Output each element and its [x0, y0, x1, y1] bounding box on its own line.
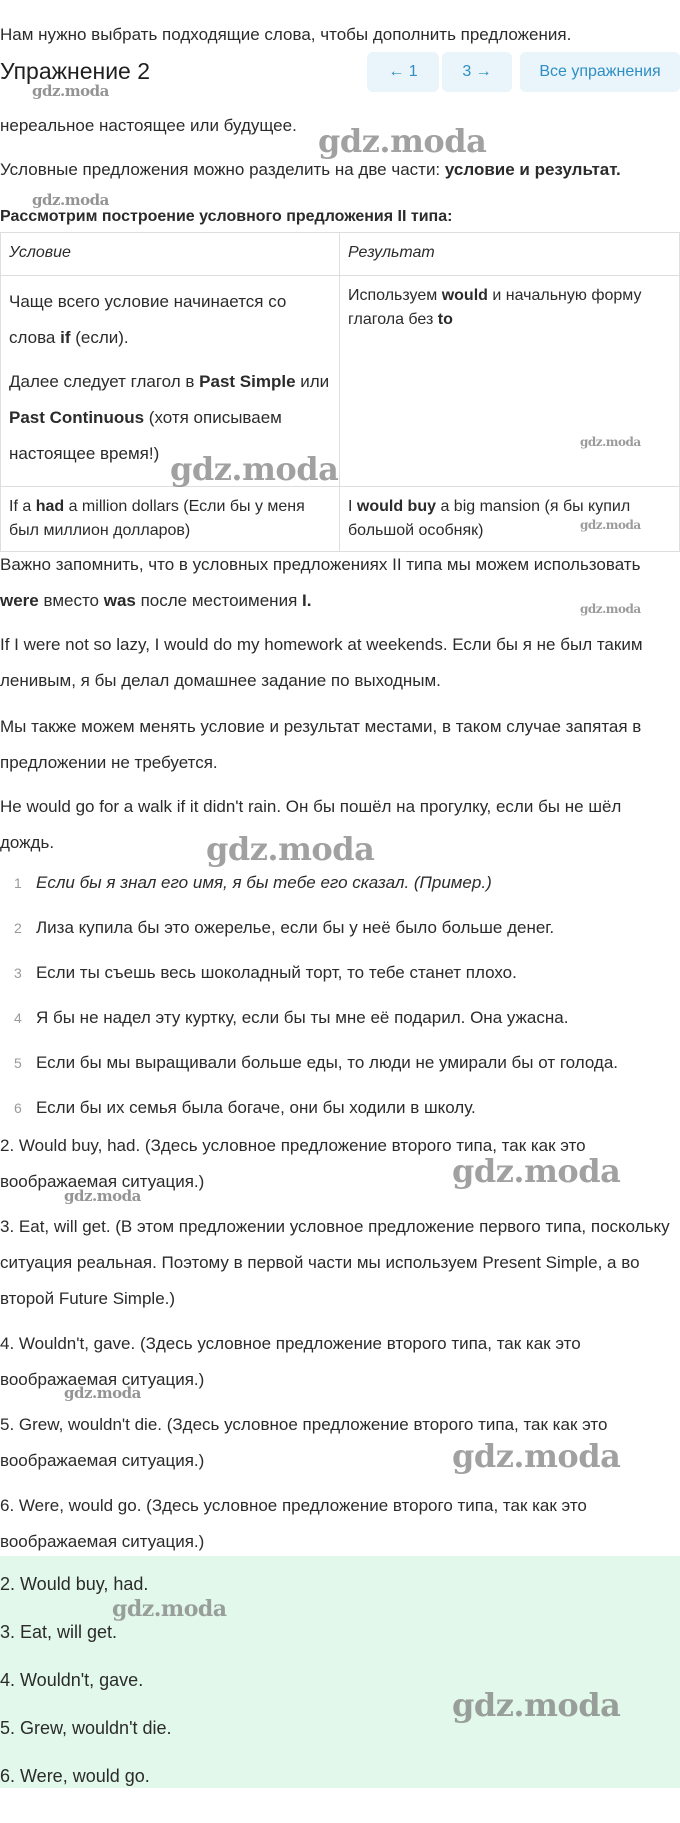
- task-item: [0, 1001, 680, 1046]
- task-text: Если бы мы выращивали больше еды, то люди не умирали бы от голода.: [36, 1053, 619, 1072]
- cell-text-bold: had: [35, 498, 65, 515]
- watermark: gdz.moda: [318, 122, 487, 160]
- watermark: gdz.moda: [452, 1152, 621, 1190]
- task-item: [0, 1046, 680, 1091]
- answer-line: 6. Were, would go.: [0, 1766, 150, 1786]
- cell-text-bold: Past Simple: [199, 372, 296, 391]
- watermark: gdz.moda: [170, 450, 339, 488]
- cell-text: и начальную форму глагола без: [348, 287, 642, 328]
- task-number: 2: [14, 920, 22, 936]
- cell-text: (хотя описываем настоящее время!): [9, 408, 282, 463]
- answer-box: [0, 1556, 680, 1788]
- table-cell-result: [340, 276, 680, 487]
- task-number: 3: [14, 965, 22, 981]
- theory-paragraph: If I were not so lazy, I would do my homework at weekends. Если бы я не был таким ленивым, я бы делал домашнее задание по выходным.: [0, 635, 643, 690]
- theory-text-bold: I.: [302, 591, 312, 610]
- cell-text: или: [295, 372, 330, 391]
- cell-text: Чаще всего условие начинается со слова: [9, 292, 287, 347]
- theory-text: вместо: [38, 591, 104, 610]
- answer-explanation: 3. Eat, will get. (В этом предложении условное предложение первого типа, поскольку ситуация реальная. Поэтому в первой части мы используем Present Simple, а во второй Future Simple.): [0, 1217, 670, 1308]
- watermark: gdz.moda: [452, 1437, 621, 1475]
- theory-paragraph: [0, 547, 680, 619]
- task-list: [0, 866, 680, 1136]
- theory-text-bold: was: [103, 591, 136, 610]
- prev-exercise-button[interactable]: ← 1: [367, 52, 439, 92]
- answer-line: 5. Grew, wouldn't die.: [0, 1718, 172, 1738]
- all-exercises-button[interactable]: Все упражнения: [520, 52, 680, 92]
- table-header-condition: Условие: [1, 233, 340, 276]
- task-text: Я бы не надел эту куртку, если бы ты мне её подарил. Она ужасна.: [36, 1008, 569, 1027]
- cell-text: a big mansion (я бы купил большой особняк): [348, 498, 631, 539]
- theory-paragraph: He would go for a walk if it didn't rain. Он бы пошёл на прогулку, если бы не шёл дождь.: [0, 797, 622, 852]
- task-number: 5: [14, 1055, 22, 1071]
- exercise-title: Упражнение 2: [0, 58, 151, 84]
- answer-line: 3. Eat, will get.: [0, 1622, 118, 1642]
- cell-text: Далее следует глагол в: [9, 372, 200, 391]
- watermark: gdz.moda: [32, 82, 109, 100]
- next-exercise-button[interactable]: 3 →: [442, 52, 512, 92]
- theory-paragraph: [0, 152, 680, 188]
- cell-text-bold: if: [60, 328, 71, 347]
- cell-text: Используем: [348, 287, 442, 304]
- answer-explanation: 4. Wouldn't, gave. (Здесь условное предложение второго типа, так как это воображаемая ситуация.): [0, 1334, 581, 1389]
- task-text: Если ты съешь весь шоколадный торт, то тебе станет плохо.: [36, 963, 517, 982]
- theory-text-bold: условие и результат.: [444, 160, 621, 179]
- table-header-result: Результат: [340, 233, 680, 276]
- answer-line: 2. Would buy, had.: [0, 1574, 149, 1594]
- watermark: gdz.moda: [580, 602, 641, 616]
- cell-text: If a: [9, 498, 36, 515]
- theory-paragraph: Мы также можем менять условие и результат местами, в таком случае запятая в предложении не требуется.: [0, 717, 642, 772]
- task-item: [0, 956, 680, 1001]
- task-number: 1: [14, 875, 22, 891]
- cell-text: I: [348, 498, 357, 515]
- task-item: [0, 866, 680, 911]
- theory-text: Важно запомнить, что в условных предложениях II типа мы можем использовать: [0, 555, 641, 574]
- theory-text: после местоимения: [135, 591, 302, 610]
- watermark: gdz.moda: [580, 518, 641, 532]
- theory-text: Условные предложения можно разделить на две части:: [0, 160, 445, 179]
- theory-paragraph: нереальное настоящее или будущее.: [0, 116, 297, 135]
- watermark: gdz.moda: [580, 435, 641, 449]
- answer-explanation: 2. Would buy, had. (Здесь условное предложение второго типа, так как это воображаемая ситуация.): [0, 1136, 586, 1191]
- cell-text-bold: would: [441, 287, 488, 304]
- task-text: Если бы я знал его имя, я бы тебе его сказал. (Пример.): [36, 873, 492, 892]
- task-text: Если бы их семья была богаче, они бы ходили в школу.: [36, 1098, 476, 1117]
- theory-text-bold: were: [0, 591, 39, 610]
- cell-text: (если).: [70, 328, 129, 347]
- task-text: Лиза купила бы это ожерелье, если бы у неё было больше денег.: [36, 918, 555, 937]
- watermark: gdz.moda: [112, 1596, 227, 1622]
- intro-text: Нам нужно выбрать подходящие слова, чтобы дополнить предложения.: [0, 25, 572, 44]
- answer-explanation: 5. Grew, wouldn't die. (Здесь условное предложение второго типа, так как это воображаемая ситуация.): [0, 1415, 608, 1470]
- cell-text-bold: Past Continuous: [9, 408, 145, 427]
- answer-explanation: 6. Were, would go. (Здесь условное предложение второго типа, так как это воображаемая ситуация.): [0, 1496, 587, 1551]
- answer-line: 4. Wouldn't, gave.: [0, 1670, 144, 1690]
- conditional-table: [0, 232, 680, 552]
- task-number: 6: [14, 1100, 22, 1116]
- watermark: gdz.moda: [452, 1686, 621, 1724]
- task-number: 4: [14, 1010, 22, 1026]
- task-item: [0, 911, 680, 956]
- watermark: gdz.moda: [64, 1187, 141, 1205]
- cell-text: a million dollars (Если бы у меня был миллион долларов): [9, 498, 305, 539]
- watermark: gdz.moda: [32, 191, 109, 209]
- cell-text-bold: would buy: [356, 498, 436, 515]
- watermark: gdz.moda: [64, 1384, 141, 1402]
- table-cell-example-condition: [1, 487, 340, 552]
- watermark: gdz.moda: [206, 830, 375, 868]
- cell-text-bold: to: [437, 311, 453, 328]
- table-heading: Рассмотрим построение условного предложения II типа:: [0, 208, 453, 225]
- condition-rule: [9, 284, 331, 356]
